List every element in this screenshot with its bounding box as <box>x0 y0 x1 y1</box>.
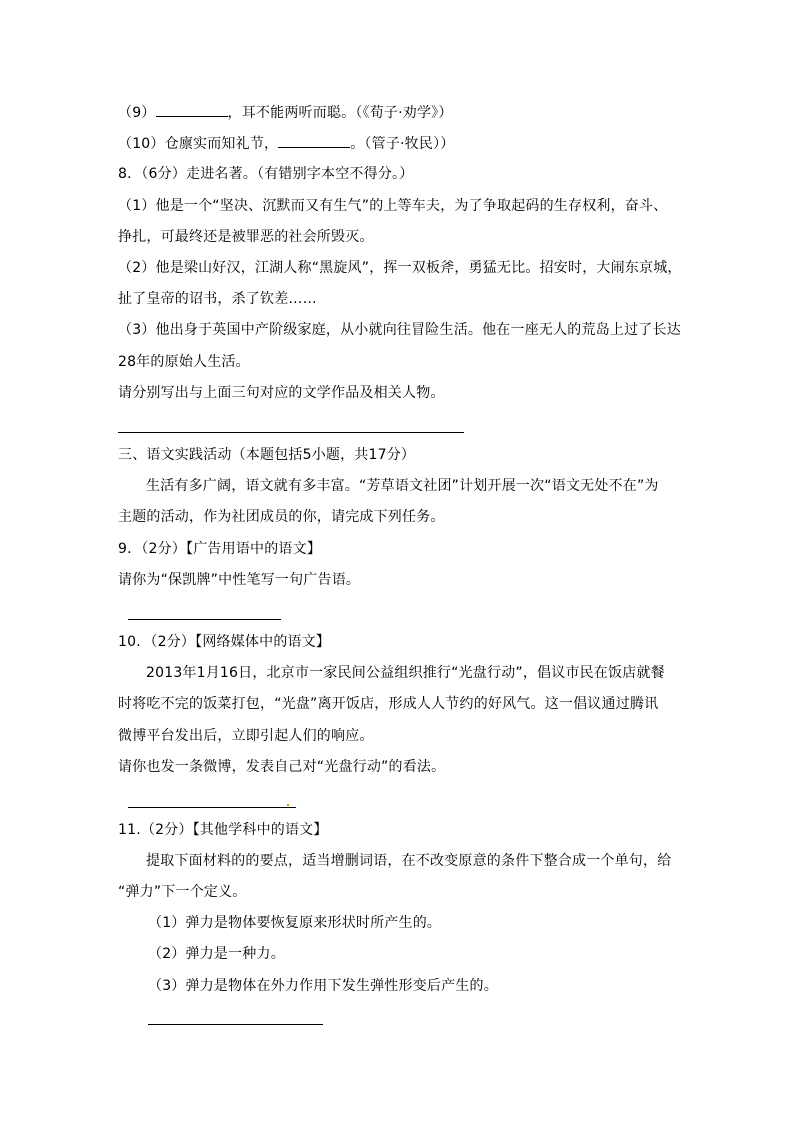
question-9-title: 9．（2分）【广告用语中的语文】 <box>118 541 322 557</box>
question-10-text-b: 时将吃不完的饭菜打包，“光盘”离开饭店，形成人人节约的好风气。这一倡议通过腾讯 <box>118 696 659 712</box>
question-11-point-2: （2）弹力是一种力。 <box>148 946 285 962</box>
section-3-intro-a: 生活有多广阔，语文就有多丰富。“芳草语文社团”计划开展一次“语文无处不在”为 <box>146 478 659 494</box>
answer-line-9[interactable] <box>128 619 281 620</box>
answer-blank-9[interactable] <box>156 102 228 117</box>
question-11-title: 11.（2分）【其他学科中的语文】 <box>118 822 328 838</box>
answer-line-8[interactable] <box>118 432 464 433</box>
line-item-9 <box>118 102 453 123</box>
question-8-clue-3b: 28年的原始人生活。 <box>118 354 250 370</box>
question-8-request: 请分别写出与上面三句对应的文学作品及相关人物。 <box>118 385 445 401</box>
question-11-text-a: 提取下面材料的的要点，适当增删词语，在不改变原意的条件下整合成一个单句，给 <box>146 853 672 869</box>
question-11-point-3: （3）弹力是物体在外力作用下发生弹性形变后产生的。 <box>148 978 498 994</box>
ink-dot <box>287 804 289 806</box>
question-8-clue-1a: （1）他是一个“坚决、沉默而又有生气”的上等车夫，为了争取起码的生存权利，奋斗、 <box>118 198 668 214</box>
question-8-clue-2b: 扯了皇帝的诏书，杀了钦差…… <box>118 291 317 307</box>
answer-blank-10[interactable] <box>278 133 350 148</box>
question-8-clue-3a: （3）他出身于英国中产阶级家庭，从小就向往冒险生活。他在一座无人的荒岛上过了长达 <box>118 322 681 338</box>
question-11-point-1: （1）弹力是物体要恢复原来形状时所产生的。 <box>148 915 442 931</box>
item-10-text: 。（管子·牧民）） <box>350 136 455 152</box>
item-9-prefix: （9） <box>118 105 156 121</box>
item-9-text: ，耳不能两听而聪。（《荀子·劝学》） <box>227 105 453 121</box>
line-item-10 <box>118 133 454 154</box>
question-10-text-c: 微博平台发出后，立即引起人们的响应。 <box>118 728 374 744</box>
answer-line-10[interactable] <box>128 807 296 808</box>
question-8-clue-1b: 挣扎，可最终还是被罪恶的社会所毁灭。 <box>118 229 374 245</box>
question-10-title: 10．（2分）【网络媒体中的语文】 <box>118 634 331 650</box>
item-10-prefix: （10）仓廪实而知礼节， <box>118 136 279 152</box>
answer-line-11[interactable] <box>148 1024 323 1025</box>
question-8-title: 8．（6分）走进名著。（有错别字本空不得分。） <box>118 166 414 182</box>
question-8-clue-2a: （2）他是梁山好汉，江湖人称“黑旋风”，挥一双板斧，勇猛无比。招安时，大闹东京城， <box>118 260 682 276</box>
question-10-text-a: 2013年1月16日，北京市一家民间公益组织推行“光盘行动”，倡议市民在饭店就餐 <box>146 665 665 681</box>
section-3-intro-b: 主题的活动，作为社团成员的你，请完成下列任务。 <box>118 509 445 525</box>
question-11-text-b: “弹力”下一个定义。 <box>118 884 247 900</box>
section-3-title: 三、语文实践活动（本题包括5小题，共17分） <box>118 447 416 463</box>
question-10-request: 请你也发一条微博，发表自己对“光盘行动”的看法。 <box>118 759 446 775</box>
question-9-request: 请你为“保凯牌”中性笔写一句广告语。 <box>118 572 361 588</box>
